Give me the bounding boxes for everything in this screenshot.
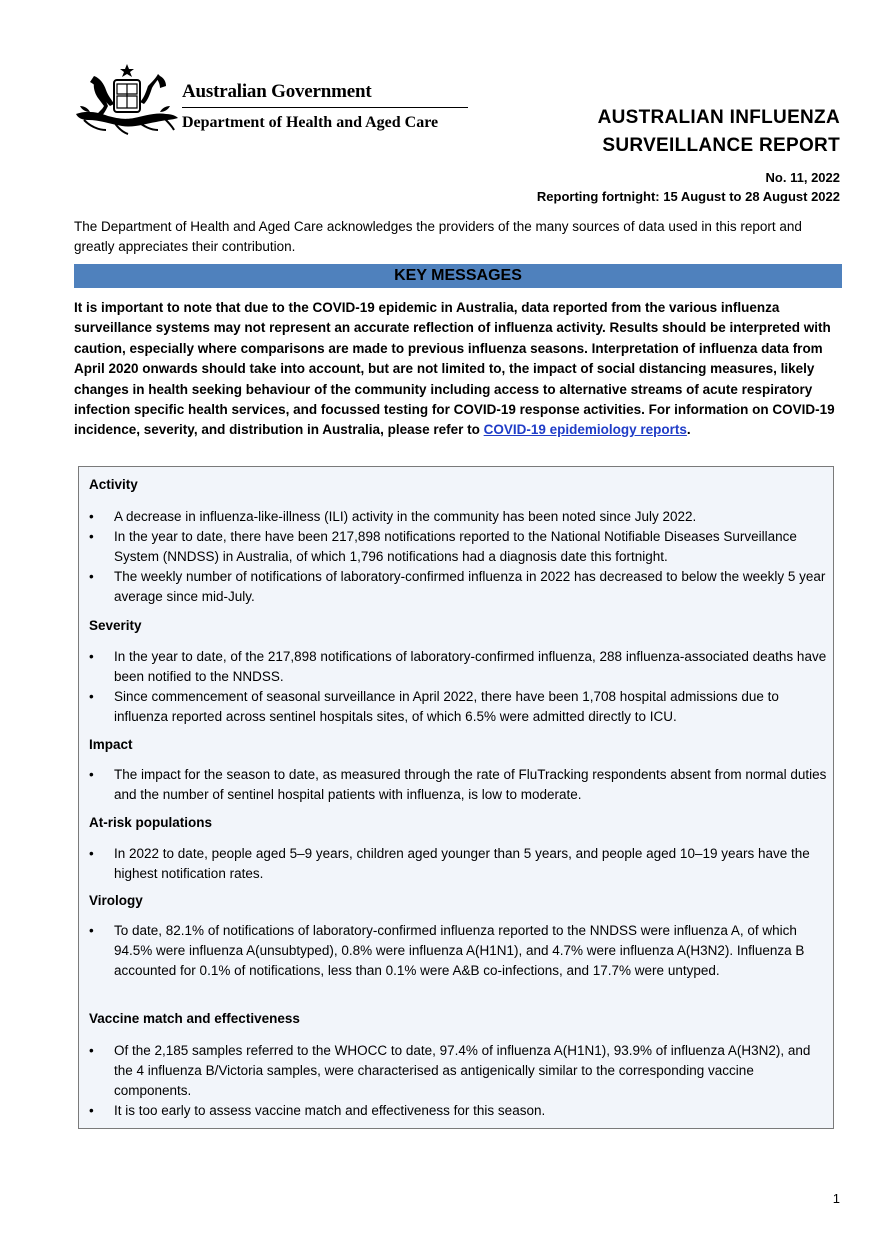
- vaccine-list: [79, 1041, 835, 1121]
- report-meta: [537, 168, 840, 206]
- virology-list: [79, 921, 835, 981]
- brand-divider: [182, 107, 468, 108]
- section-heading-virology: Virology: [89, 893, 143, 908]
- list-item: • To date, 82.1% of notifications of laboratory-confirmed influenza reported to the NNDSS were influenza A, of which 94.5% were influenza A(unsubtyped), 0.8% were influenza A(H1N1), and 4.7% were influenza A(H3N2). Influenza B accounted for 0.1% of notifications, less than 0.1% were A&B co-infections, and 17.7% were untyped.: [79, 921, 835, 981]
- caveat-end: .: [686, 422, 691, 438]
- acknowledgement-text: The Department of Health and Aged Care acknowledges the providers of the many sources of data used in this report and greatly appreciates their contribution.: [74, 219, 802, 254]
- report-title-line-1: AUSTRALIAN INFLUENZA: [597, 107, 840, 128]
- list-item: • It is too early to assess vaccine match and effectiveness for this season.: [79, 1101, 835, 1121]
- section-heading-at-risk: At-risk populations: [89, 815, 213, 830]
- caveat-text: It is important to note that due to the COVID-19 epidemic in Australia, data reported from the various influenza surveillance systems may not represent an accurate reflection of influenza activity. Results should be interpreted with caution, especially where comparisons are made to previous influenza seasons. Interpretation of influenza data from April 2020 onwards should take into account, but are not limited to, the impact of social distancing measures, likely changes in health seeking behaviour of the community including access to alternative streams of acute respiratory infection specific health services, and focussed testing for COVID-19 response activities. For information on COVID-19 incidence, severity, and distribution in Australia, please refer to: [74, 300, 835, 438]
- reporting-fortnight: Reporting fortnight: 15 August to 28 August 2022: [536, 189, 840, 204]
- list-item: • The impact for the season to date, as measured through the rate of FluTracking respondents absent from normal duties and the number of sentinel hospital patients with influenza, is low to moderate.: [79, 765, 835, 805]
- list-item: • In 2022 to date, people aged 5–9 years, children aged younger than 5 years, and people aged 10–19 years have the highest notification rates.: [79, 844, 835, 884]
- key-messages-heading: KEY MESSAGES: [74, 264, 842, 288]
- department-name: Department of Health and Aged Care: [182, 114, 439, 131]
- covid-epidemiology-reports-link[interactable]: COVID-19 epidemiology reports: [483, 422, 687, 438]
- section-heading-vaccine: Vaccine match and effectiveness: [89, 1011, 300, 1026]
- government-brand: [182, 80, 468, 133]
- severity-list: [79, 647, 835, 727]
- issue-number: No. 11, 2022: [765, 170, 840, 185]
- section-heading-activity: Activity: [89, 477, 138, 492]
- list-item: • The weekly number of notifications of laboratory-confirmed influenza in 2022 has decreased to below the weekly 5 year average since mid-July.: [79, 567, 835, 607]
- list-item: • In the year to date, of the 217,898 notifications of laboratory-confirmed influenza, 288 influenza-associated deaths have been notified to the NNDSS.: [79, 647, 835, 687]
- section-heading-impact: Impact: [89, 737, 133, 752]
- key-messages-box: [78, 466, 834, 1129]
- impact-list: [79, 765, 835, 805]
- list-item: • Of the 2,185 samples referred to the WHOCC to date, 97.4% of influenza A(H1N1), 93.9% of influenza A(H3N2), and the 4 influenza B/Victoria samples, were characterised as antigenically similar to the corresponding vaccine components.: [79, 1041, 835, 1101]
- activity-list: [79, 507, 835, 607]
- list-item: • In the year to date, there have been 217,898 notifications reported to the National Notifiable Diseases Surveillance System (NNDSS) in Australia, of which 1,796 notifications had a diagnosis date this fortnight.: [79, 527, 835, 567]
- covid-caveat-paragraph: [74, 298, 844, 441]
- report-title: [598, 104, 840, 160]
- page-number: 1: [832, 1191, 840, 1206]
- government-name: Australian Government: [182, 81, 372, 102]
- report-title-line-2: SURVEILLANCE REPORT: [602, 135, 840, 156]
- list-item: • A decrease in influenza-like-illness (ILI) activity in the community has been noted since July 2022.: [79, 507, 835, 527]
- list-item: • Since commencement of seasonal surveillance in April 2022, there have been 1,708 hospital admissions due to influenza reported across sentinel hospitals sites, of which 6.5% were admitted directly to ICU.: [79, 687, 835, 727]
- section-heading-severity: Severity: [89, 618, 142, 633]
- coat-of-arms-logo: [74, 62, 180, 136]
- at-risk-list: [79, 844, 835, 884]
